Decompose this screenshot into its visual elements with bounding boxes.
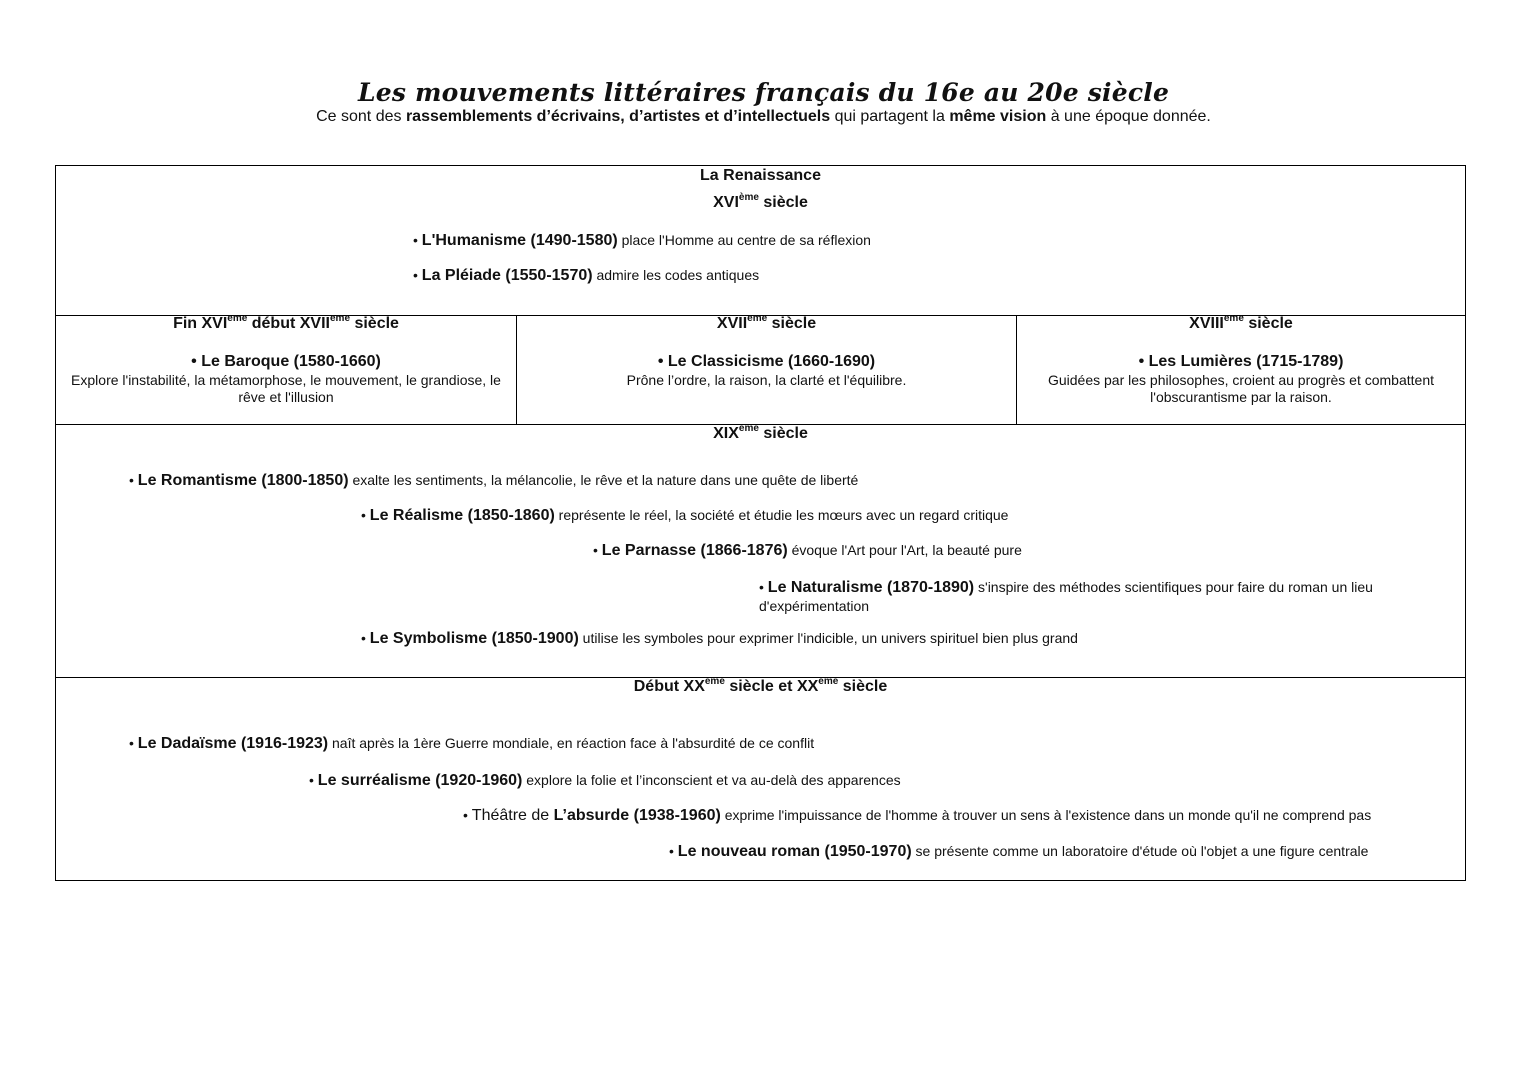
movement-name: Le Classicisme (1660-1690) — [667, 353, 876, 370]
list-item: • Théâtre de L’absurde (1938-1960) exprime l'impuissance de l'homme à trouver un sens à l'existence dans un monde qu'il ne comprend pas — [463, 807, 1372, 824]
century-sup: eme — [329, 313, 350, 324]
xx-century-heading — [56, 678, 1465, 696]
century-sup: ème — [738, 192, 759, 203]
movement-name: Le nouveau roman (1950-1970) — [677, 843, 912, 860]
movement-name: L’absurde (1938-1960) — [553, 807, 721, 824]
century-label: XVIII — [1189, 315, 1224, 332]
movement-name: Le surréalisme (1920-1960) — [317, 772, 523, 789]
subtitle-part: à une époque donnée. — [1046, 108, 1211, 125]
century-label: Début XX — [633, 678, 705, 695]
enlightenment-century-heading — [1017, 315, 1465, 333]
classicism-century-heading — [517, 315, 1016, 333]
century-sup: eme — [818, 676, 839, 687]
movement-name: Le Parnasse (1866-1876) — [601, 542, 788, 559]
list-item: • Les Lumières (1715-1789) — [1138, 353, 1344, 370]
century-label: Fin XVI — [173, 315, 228, 332]
movement-name: Le Baroque (1580-1660) — [201, 353, 381, 370]
movement-name: Le Naturalisme (1870-1890) — [767, 579, 975, 596]
movement-name: Le Romantisme (1800-1850) — [137, 472, 349, 489]
list-item: • Le Dadaïsme (1916-1923) naît après la 1ère Guerre mondiale, en réaction face à l'absurdité de ce conflit — [129, 735, 815, 752]
list-item: • Le nouveau roman (1950-1970) se présente comme un laboratoire d'étude où l'objet a une figure centrale — [669, 843, 1369, 860]
renaissance-heading: La Renaissance — [700, 167, 821, 184]
subtitle-bold: rassemblements d’écrivains, d’artistes et d’intellectuels — [405, 108, 831, 125]
movement-desc: place l'Homme au centre de sa réflexion — [617, 232, 871, 248]
century-suffix: siècle — [1243, 315, 1293, 332]
century-sup: eme — [1223, 313, 1244, 324]
century-label: XIX — [713, 425, 739, 442]
century-label: XVI — [713, 194, 739, 211]
list-item: • Le surréalisme (1920-1960) explore la folie et l’inconscient et va au-delà des apparences — [309, 772, 901, 789]
movement-desc: se présente comme un laboratoire d'étude où l'objet a une figure centrale — [911, 843, 1369, 859]
movement-name: Le Symbolisme (1850-1900) — [369, 630, 579, 647]
century-suffix: siècle — [350, 315, 399, 332]
subtitle — [0, 108, 1527, 126]
century-suffix: siècle — [758, 425, 808, 442]
century-sup: eme — [227, 313, 248, 324]
movement-desc: explore la folie et l’inconscient et va au-delà des apparences — [522, 772, 901, 788]
movement-desc: représente le réel, la société et étudie les mœurs avec un regard critique — [554, 507, 1009, 523]
movement-desc: s'inspire des méthodes scientifiques pour faire du roman un lieu d'expérimentation — [759, 579, 1373, 614]
list-item: • Le Romantisme (1800-1850) exalte les sentiments, la mélancolie, le rêve et la nature dans une quête de liberté — [129, 472, 859, 489]
movement-desc: évoque l'Art pour l'Art, la beauté pure — [787, 542, 1022, 558]
movement-prefix: Théâtre de — [471, 807, 554, 824]
century-sup: eme — [747, 313, 768, 324]
subtitle-part: Ce sont des — [316, 108, 406, 125]
movement-name: L'Humanisme (1490-1580) — [421, 232, 618, 249]
list-item: • Le Réalisme (1850-1860) représente le réel, la société et étudie les mœurs avec un regard critique — [361, 507, 1009, 524]
century-label: siècle et XX — [724, 678, 819, 695]
century-label: XVII — [716, 315, 748, 332]
list-item: • Le Symbolisme (1850-1900) utilise les symboles pour exprimer l'indicible, un univers spirituel bien plus grand — [361, 630, 1078, 647]
movement-desc: admire les codes antiques — [592, 267, 760, 283]
movement-desc: Prône l’ordre, la raison, la clarté et l'équilibre. — [626, 372, 907, 388]
movement-name: Le Dadaïsme (1916-1923) — [137, 735, 329, 752]
movement-desc: naît après la 1ère Guerre mondiale, en réaction face à l'absurdité de ce conflit — [328, 735, 815, 751]
century-suffix: siècle — [767, 315, 817, 332]
movement-desc: exprime l'impuissance de l'homme à trouver un sens à l'existence dans un monde qu'il ne comprend pas — [720, 807, 1372, 823]
xix-century-heading — [56, 425, 1465, 443]
list-item: • La Pléiade (1550-1570) admire les codes antiques — [413, 267, 760, 284]
movement-desc: exalte les sentiments, la mélancolie, le rêve et la nature dans une quête de liberté — [348, 472, 859, 488]
subtitle-bold: même vision — [949, 108, 1047, 125]
movement-name: Le Réalisme (1850-1860) — [369, 507, 555, 524]
list-item: • Le Classicisme (1660-1690) — [657, 353, 876, 370]
movement-name: La Pléiade (1550-1570) — [421, 267, 593, 284]
movements-table — [55, 165, 1466, 881]
century-suffix: siècle — [758, 194, 808, 211]
subtitle-part: qui partagent la — [830, 108, 950, 125]
list-item: • Le Baroque (1580-1660) — [191, 353, 381, 370]
list-item: • L'Humanisme (1490-1580) place l'Homme au centre de sa réflexion — [413, 232, 871, 249]
movement-name: Les Lumières (1715-1789) — [1148, 353, 1344, 370]
baroque-century-heading — [56, 315, 516, 333]
century-sup: eme — [738, 423, 759, 434]
list-item: • Le Naturalisme (1870-1890) s'inspire des méthodes scientifiques pour faire du roman un lieu d'expérimentation — [759, 579, 1373, 614]
century-label: début XVII — [247, 315, 330, 332]
movement-desc: Guidées par les philosophes, croient au progrès et combattent l'obscurantisme par la raison. — [1047, 372, 1434, 405]
page-title: Les mouvements littéraires français du 16e au 20e siècle — [357, 78, 1170, 107]
renaissance-century — [56, 194, 1465, 212]
century-sup: eme — [704, 676, 725, 687]
century-suffix: siècle — [838, 678, 888, 695]
movement-desc: Explore l'instabilité, la métamorphose, le mouvement, le grandiose, le rêve et l'illusion — [71, 372, 501, 405]
list-item: • Le Parnasse (1866-1876) évoque l'Art pour l'Art, la beauté pure — [593, 542, 1022, 559]
movement-desc: utilise les symboles pour exprimer l'indicible, un univers spirituel bien plus grand — [578, 630, 1078, 646]
